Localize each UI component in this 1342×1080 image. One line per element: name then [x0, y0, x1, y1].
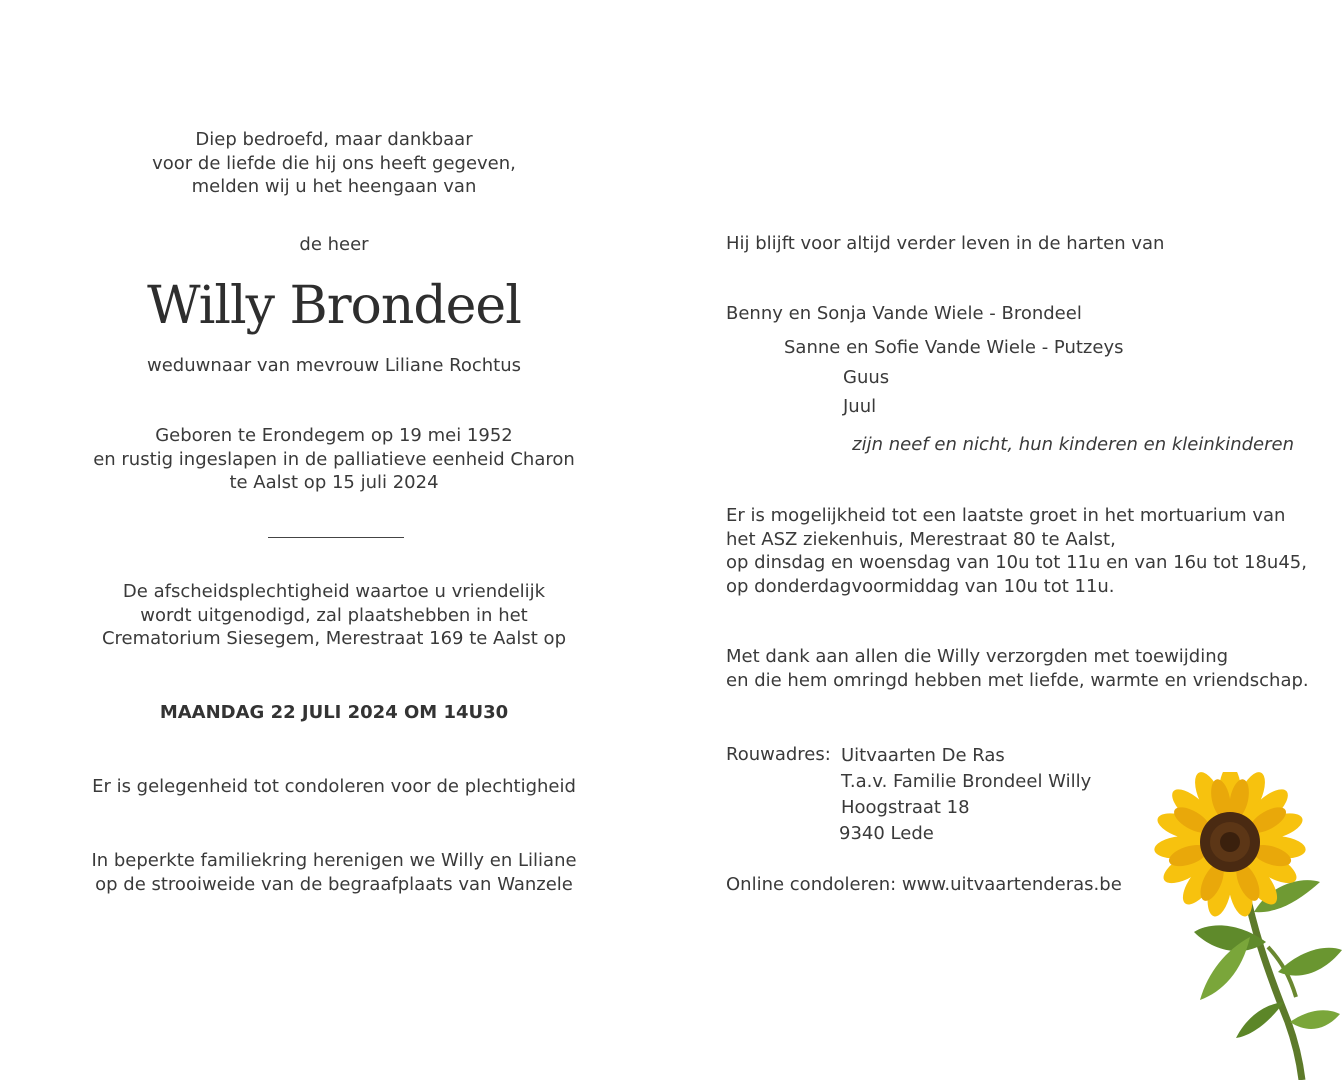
ceremony-line: wordt uitgenodigd, zal plaatshebben in het — [140, 604, 528, 626]
relation-note — [852, 433, 1294, 457]
honorific — [0, 233, 668, 257]
intro-line: Diep bedroefd, maar dankbaar — [195, 129, 473, 150]
relative-name: Benny en Sonja Vande Wiele - Brondeel — [726, 303, 1082, 324]
ceremony-date-text: MAANDAG 22 JULI 2024 OM 14U30 — [159, 702, 509, 723]
intro-line: voor de liefde die hij ons heeft gegeven, — [152, 152, 516, 174]
relative-4 — [843, 395, 876, 419]
family-line: op de strooiweide van de begraafplaats van Wanzele — [95, 873, 573, 895]
intro-line: melden wij u het heengaan van — [191, 176, 477, 197]
relative-3 — [843, 366, 889, 390]
deceased-name — [0, 276, 668, 336]
thanks-text — [726, 645, 1309, 692]
mortuary-line: het ASZ ziekenhuis, Merestraat 80 te Aalst, — [726, 528, 1116, 550]
thanks-line: en die hem omringd hebben met liefde, warmte en vriendschap. — [726, 669, 1309, 691]
ceremony-date — [0, 701, 668, 725]
mortuary-line: op dinsdag en woensdag van 10u tot 11u en van 16u tot 18u45, — [726, 552, 1307, 573]
address-line: Hoogstraat 18 — [841, 797, 970, 818]
relative-2 — [784, 336, 1123, 360]
online-condolence — [726, 873, 1122, 897]
birth-death-text — [0, 424, 668, 495]
intro-text — [0, 128, 668, 199]
widower-line — [0, 354, 668, 378]
family-line: In beperkte familiekring herenigen we Willy en Liliane — [91, 850, 577, 871]
relative-name: Juul — [843, 396, 877, 417]
address-block — [841, 743, 1091, 847]
widower-text: weduwnaar van mevrouw Liliane Rochtus — [146, 355, 521, 376]
thanks-line: Met dank aan allen die Willy verzorgden met toewijding — [726, 646, 1229, 667]
relative-1 — [726, 302, 1082, 326]
remembrance-heading — [726, 232, 1164, 256]
relation-text: zijn neef en nicht, hun kinderen en kleinkinderen — [852, 434, 1294, 455]
family-note — [0, 849, 668, 896]
condolence-note — [0, 775, 668, 799]
address-line: Uitvaarten De Ras — [841, 745, 1005, 766]
sunflower-image — [1150, 772, 1342, 1080]
mortuary-text — [726, 504, 1307, 598]
online-condolence-text: Online condoleren: www.uitvaartenderas.be — [726, 874, 1122, 895]
address-line: T.a.v. Familie Brondeel Willy — [841, 771, 1092, 792]
address-label-text: Rouwadres: — [726, 744, 831, 765]
address-line: 9340 Lede — [839, 823, 934, 844]
remembrance-heading-text: Hij blijft voor altijd verder leven in de harten van — [726, 233, 1165, 254]
mortuary-line: Er is mogelijkheid tot een laatste groet in het mortuarium van — [726, 505, 1286, 526]
ceremony-line: Crematorium Siesegem, Merestraat 169 te Aalst op — [101, 628, 566, 649]
birth-line: te Aalst op 15 juli 2024 — [229, 472, 439, 493]
ceremony-line: De afscheidsplechtigheid waartoe u vriendelijk — [122, 581, 546, 602]
mortuary-line: op donderdagvoormiddag van 10u tot 11u. — [726, 575, 1115, 597]
relative-name: Guus — [843, 367, 890, 388]
address-label — [726, 743, 831, 767]
birth-line: Geboren te Erondegem op 19 mei 1952 — [155, 425, 513, 446]
condolence-text: Er is gelegenheid tot condoleren voor de plechtigheid — [92, 776, 576, 797]
divider — [268, 537, 404, 538]
relative-name: Sanne en Sofie Vande Wiele - Putzeys — [784, 337, 1124, 358]
ceremony-text — [0, 580, 668, 651]
honorific-text: de heer — [299, 234, 369, 255]
deceased-name-text: Willy Brondeel — [147, 276, 521, 336]
birth-line: en rustig ingeslapen in de palliatieve eenheid Charon — [93, 448, 575, 470]
